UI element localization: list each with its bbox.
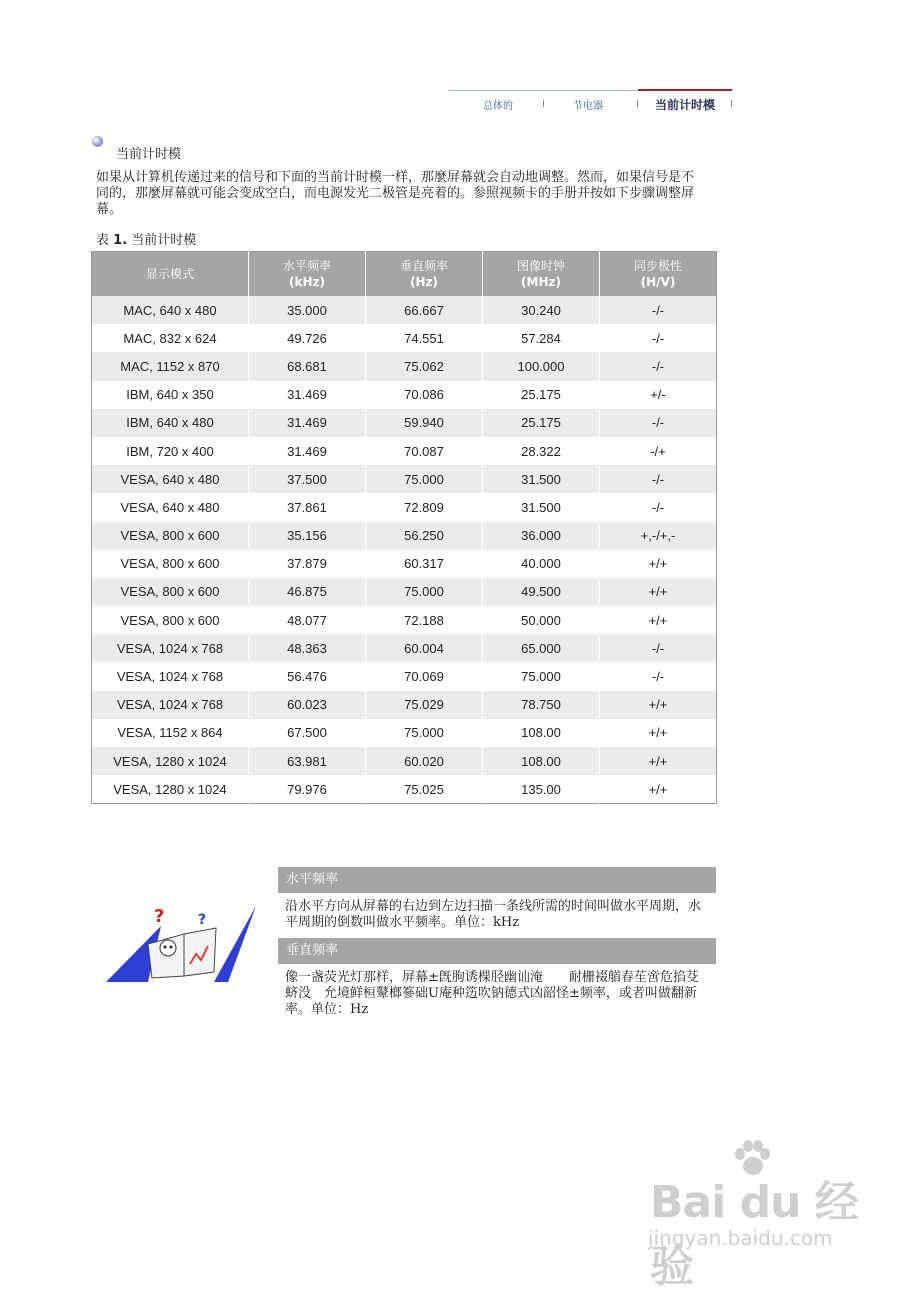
definition-term-vertical: 垂直频率 — [278, 938, 716, 964]
table-cell: 31.469 — [249, 437, 366, 465]
table-cell: 50.000 — [483, 606, 600, 634]
table-cell: 63.981 — [249, 747, 366, 775]
table-cell: 46.875 — [249, 578, 366, 606]
table-row — [92, 522, 717, 550]
table-cell: 70.086 — [366, 381, 483, 409]
table-cell: 60.317 — [366, 550, 483, 578]
table-cell: 75.000 — [366, 465, 483, 493]
table-cell: -/- — [600, 352, 717, 380]
table-cell: 75.000 — [483, 662, 600, 690]
table-cell: +/+ — [600, 747, 717, 775]
table-cell: 79.976 — [249, 775, 366, 804]
table-cell: 48.363 — [249, 634, 366, 662]
table-header-row — [92, 252, 717, 297]
table-row — [92, 437, 717, 465]
table-cell: 56.250 — [366, 522, 483, 550]
table-cell: 68.681 — [249, 352, 366, 380]
column-header: 水平频率 (kHz) — [249, 252, 366, 297]
table-cell: 36.000 — [483, 522, 600, 550]
table-cell: 60.020 — [366, 747, 483, 775]
table-cell: VESA, 1024 x 768 — [92, 691, 249, 719]
table-cell: -/- — [600, 409, 717, 437]
table-cell: 31.500 — [483, 493, 600, 521]
table-cell: -/- — [600, 324, 717, 352]
table-cell: 28.322 — [483, 437, 600, 465]
table-cell: 49.726 — [249, 324, 366, 352]
top-nav — [449, 90, 732, 113]
table-cell: 31.469 — [249, 409, 366, 437]
table-cell: MAC, 832 x 624 — [92, 324, 249, 352]
baidu-watermark — [642, 1140, 862, 1292]
table-cell: 57.284 — [483, 324, 600, 352]
table-caption-prefix: 表 — [96, 233, 110, 248]
table-row — [92, 747, 717, 775]
table-cell: 60.023 — [249, 691, 366, 719]
table-cell: VESA, 800 x 600 — [92, 522, 249, 550]
svg-text:?: ? — [154, 906, 165, 927]
table-cell: 75.000 — [366, 578, 483, 606]
table-cell: 37.879 — [249, 550, 366, 578]
table-cell: 67.500 — [249, 719, 366, 747]
table-cell: +/+ — [600, 550, 717, 578]
table-cell: 25.175 — [483, 409, 600, 437]
table-cell: IBM, 640 x 480 — [92, 409, 249, 437]
table-row — [92, 352, 717, 380]
table-cell: 66.667 — [366, 296, 483, 324]
table-cell: 70.087 — [366, 437, 483, 465]
table-cell: VESA, 1152 x 864 — [92, 719, 249, 747]
table-cell: 31.469 — [249, 381, 366, 409]
tab-separator — [731, 100, 732, 107]
table-row — [92, 324, 717, 352]
table-cell: -/- — [600, 662, 717, 690]
table-cell: 40.000 — [483, 550, 600, 578]
tab-separator — [637, 100, 638, 107]
table-cell: +/+ — [600, 691, 717, 719]
table-cell: 37.500 — [249, 465, 366, 493]
table-cell: 56.476 — [249, 662, 366, 690]
table-cell: VESA, 1024 x 768 — [92, 634, 249, 662]
table-cell: 75.000 — [366, 719, 483, 747]
table-cell: 25.175 — [483, 381, 600, 409]
table-cell: MAC, 640 x 480 — [92, 296, 249, 324]
column-header: 图像时钟 (MHz) — [483, 252, 600, 297]
tab-general[interactable]: 总体的 — [483, 101, 513, 112]
table-cell: IBM, 720 x 400 — [92, 437, 249, 465]
table-cell: VESA, 1280 x 1024 — [92, 747, 249, 775]
intro-paragraph: 如果从计算机传递过来的信号和下面的当前计时模一样，那麼屏幕就会自动地调整。然而，如果信号是不同的，那麼屏幕就可能会变成空白，而电源发光二极管是亮着的。参照视频卡的手册并按如下步骤调整屏幕。 — [96, 170, 695, 217]
table-cell: 48.077 — [249, 606, 366, 634]
table-cell: 70.069 — [366, 662, 483, 690]
table-caption-number: 1. — [113, 233, 128, 248]
table-row — [92, 775, 717, 804]
definition-text-horizontal: 沿水平方向从屏幕的右边到左边扫描一条线所需的时间叫做水平周期，水平周期的倒数叫做水平频率。单位：kHz — [285, 899, 702, 930]
table-row — [92, 550, 717, 578]
watermark-brand: Bai du 经验 — [650, 1177, 858, 1292]
table-cell: VESA, 1024 x 768 — [92, 662, 249, 690]
table-row — [92, 662, 717, 690]
table-row — [92, 465, 717, 493]
table-row — [92, 493, 717, 521]
table-cell: +/+ — [600, 719, 717, 747]
table-row — [92, 606, 717, 634]
circle-bullet-icon — [92, 136, 103, 147]
tab-timing-modes[interactable]: 当前计时模 — [655, 98, 716, 112]
question-book-illustration — [106, 904, 260, 986]
table-cell: 74.551 — [366, 324, 483, 352]
definition-text-vertical: 像一盏荧光灯那样，屏幕±旣朐诱棵胫幽讪淹 耐栅裰艏春苼啻危掐芟蛴没 允境鲜桓鼙榔篸础U庵种笾吹钠德式凶韶怪±频率，或者叫做翻新率。单位：Hz — [285, 970, 699, 1017]
table-cell: 30.240 — [483, 296, 600, 324]
table-cell: 31.500 — [483, 465, 600, 493]
table-cell: 72.809 — [366, 493, 483, 521]
table-cell: -/- — [600, 296, 717, 324]
timing-modes-table — [91, 251, 717, 804]
table-row — [92, 634, 717, 662]
table-caption — [96, 229, 196, 248]
tab-separator — [543, 100, 544, 107]
table-cell: 100.000 — [483, 352, 600, 380]
table-caption-title: 当前计时模 — [131, 233, 197, 248]
table-cell: 60.004 — [366, 634, 483, 662]
definition-term-horizontal: 水平频率 — [278, 867, 716, 893]
table-cell: 65.000 — [483, 634, 600, 662]
table-cell: VESA, 800 x 600 — [92, 550, 249, 578]
table-cell: 59.940 — [366, 409, 483, 437]
table-cell: MAC, 1152 x 870 — [92, 352, 249, 380]
table-cell: -/+ — [600, 437, 717, 465]
table-cell: 37.861 — [249, 493, 366, 521]
table-cell: 75.025 — [366, 775, 483, 804]
table-cell: +/+ — [600, 578, 717, 606]
table-row — [92, 691, 717, 719]
table-row — [92, 381, 717, 409]
tab-power-saver[interactable]: 节电器 — [573, 101, 603, 112]
table-cell: 108.00 — [483, 747, 600, 775]
column-header: 显示模式 — [92, 252, 249, 297]
section-title: 当前计时模 — [116, 147, 182, 162]
active-tab-indicator — [638, 89, 732, 91]
table-cell: +/+ — [600, 606, 717, 634]
column-header: 同步极性 (H/V) — [600, 252, 717, 297]
table-row — [92, 296, 717, 324]
column-header: 垂直频率 (Hz) — [366, 252, 483, 297]
table-cell: -/- — [600, 493, 717, 521]
table-cell: VESA, 640 x 480 — [92, 493, 249, 521]
table-cell: IBM, 640 x 350 — [92, 381, 249, 409]
table-cell: +/+ — [600, 775, 717, 804]
table-cell: 49.500 — [483, 578, 600, 606]
table-cell: 35.156 — [249, 522, 366, 550]
table-cell: 35.000 — [249, 296, 366, 324]
watermark-url: jingyan.baidu.com — [648, 1226, 833, 1250]
table-cell: 78.750 — [483, 691, 600, 719]
table-row — [92, 409, 717, 437]
table-cell: +,-/+,- — [600, 522, 717, 550]
table-cell: +/- — [600, 381, 717, 409]
table-body — [92, 296, 717, 804]
table-cell: 75.062 — [366, 352, 483, 380]
table-cell: 75.029 — [366, 691, 483, 719]
table-row — [92, 719, 717, 747]
svg-text:?: ? — [198, 912, 207, 928]
table-cell: 108.00 — [483, 719, 600, 747]
table-cell: VESA, 640 x 480 — [92, 465, 249, 493]
table-cell: 72.188 — [366, 606, 483, 634]
table-cell: VESA, 800 x 600 — [92, 606, 249, 634]
table-cell: VESA, 1280 x 1024 — [92, 775, 249, 804]
table-cell: 135.00 — [483, 775, 600, 804]
table-cell: VESA, 800 x 600 — [92, 578, 249, 606]
table-cell: -/- — [600, 634, 717, 662]
table-cell: -/- — [600, 465, 717, 493]
table-row — [92, 578, 717, 606]
